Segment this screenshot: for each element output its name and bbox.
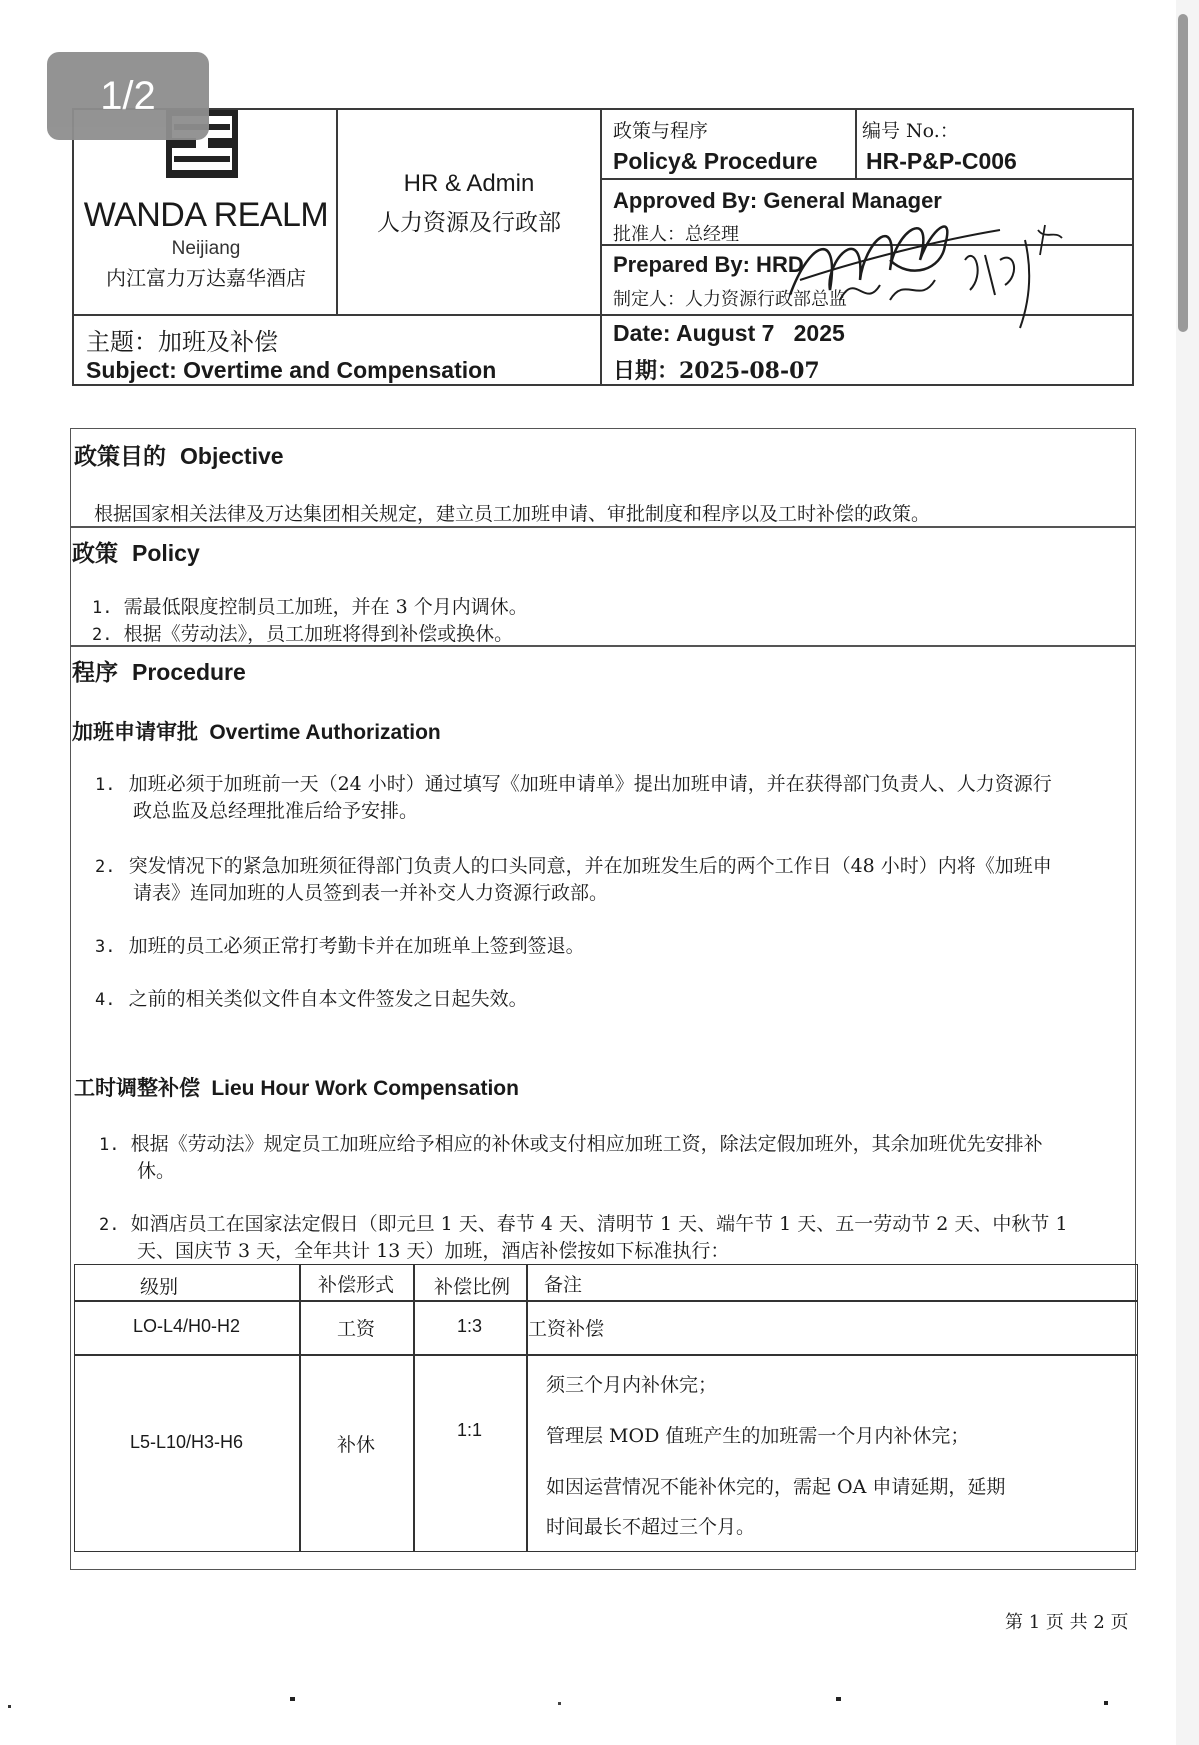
- authorization-item: 1. 加班必须于加班前一天（24 小时）通过填写《加班申请单》提出加班申请，并在获得部门负责人、人力资源行: [95, 773, 1052, 795]
- compensation-item: 1. 根据《劳动法》规定员工加班应给予相应的补休或支付相应加班工资，除法定假加班外，其余加班优先安排补: [99, 1133, 1043, 1155]
- objective-text: 根据国家相关法律及万达集团相关规定，建立员工加班申请、审批制度和程序以及工时补偿的政策。: [94, 503, 931, 525]
- objective-title: 政策目的 Objective: [74, 443, 284, 470]
- approved-by-en: Approved By: General Manager: [613, 188, 942, 213]
- policy-item: 2. 根据《劳动法》，员工加班将得到补偿或换休。: [92, 623, 514, 645]
- policy-title: 政策 Policy: [72, 540, 200, 567]
- scan-speck: [8, 1705, 11, 1708]
- table-divider: [413, 1264, 415, 1552]
- department-en: HR & Admin: [403, 170, 535, 197]
- table-header: 补偿形式: [318, 1274, 395, 1296]
- subject-en: Subject: Overtime and Compensation: [86, 357, 497, 383]
- handwritten-signature: [770, 200, 1070, 340]
- procedure-title: 程序 Procedure: [72, 659, 246, 686]
- header-divider: [855, 108, 857, 178]
- approved-by-cn: 批准人：总经理: [613, 224, 739, 245]
- table-cell-level: LO-L4/H0-H2: [132, 1316, 241, 1336]
- table-cell-form: 补休: [336, 1434, 375, 1456]
- compensation-table: [74, 1264, 1138, 1552]
- table-divider: [74, 1300, 1138, 1302]
- doc-number-label: 编号 No.：: [862, 120, 959, 142]
- table-cell-ratio: 1:3: [456, 1316, 483, 1336]
- doc-number: HR-P&P-C006: [866, 148, 1017, 174]
- table-cell-level: L5-L10/H3-H6: [129, 1432, 244, 1452]
- table-cell-notes: 时间最长不超过三个月。: [546, 1516, 756, 1538]
- table-divider: [299, 1264, 301, 1552]
- authorization-item-cont: 请表》连同加班的人员签到表一并补交人力资源行政部。: [133, 882, 609, 904]
- policy-label-cn: 政策与程序: [613, 120, 709, 142]
- scrollbar-thumb[interactable]: [1178, 14, 1188, 332]
- table-cell-notes: 工资补偿: [528, 1318, 605, 1340]
- compensation-item-cont: 休。: [137, 1160, 176, 1182]
- compensation-item-cont: 天、国庆节 3 天，全年共计 13 天）加班，酒店补偿按如下标准执行：: [137, 1240, 730, 1262]
- page-indicator: 1/2: [47, 52, 209, 140]
- authorization-item: 3. 加班的员工必须正常打考勤卡并在加班单上签到签退。: [95, 935, 585, 957]
- table-cell-form: 工资: [336, 1318, 375, 1340]
- page-footer: 第 1 页 共 2 页: [1005, 1612, 1129, 1633]
- table-divider: [74, 1354, 1138, 1356]
- table-divider: [526, 1264, 528, 1552]
- date-en: Date: August 7 2025: [613, 320, 845, 346]
- policy-label-en: Policy& Procedure: [613, 148, 818, 174]
- compensation-heading: 工时调整补偿 Lieu Hour Work Compensation: [74, 1075, 519, 1100]
- department-cn: 人力资源及行政部: [377, 210, 561, 236]
- compensation-item: 2. 如酒店员工在国家法定假日（即元旦 1 天、春节 4 天、清明节 1 天、端午节 1 天、五一劳动节 2 天、中秋节 1: [99, 1213, 1068, 1235]
- authorization-item-cont: 政总监及总经理批准后给予安排。: [133, 800, 419, 822]
- prepared-by-cn: 制定人：人力资源行政部总监: [613, 289, 847, 310]
- policy-item: 1. 需最低限度控制员工加班，并在 3 个月内调休。: [92, 596, 528, 618]
- scan-speck: [290, 1697, 295, 1701]
- table-cell-notes: 如因运营情况不能补休完的，需起 OA 申请延期，延期: [546, 1476, 1006, 1498]
- authorization-item: 4. 之前的相关类似文件自本文件签发之日起失效。: [95, 988, 528, 1010]
- logo-hotel-name: 内江富力万达嘉华酒店: [106, 266, 306, 290]
- authorization-item: 2. 突发情况下的紧急加班须征得部门负责人的口头同意，并在加班发生后的两个工作日（48 小时）内将《加班申: [95, 855, 1052, 877]
- table-header: 级别: [140, 1276, 179, 1298]
- logo-city: Neijiang: [171, 238, 241, 259]
- table-cell-ratio: 1:1: [456, 1420, 483, 1440]
- header-divider: [600, 178, 1134, 180]
- scan-speck: [558, 1702, 561, 1705]
- date-cn: 日期：2025-08-07: [613, 358, 820, 384]
- header-divider: [600, 108, 602, 386]
- table-cell-notes: 管理层 MOD 值班产生的加班需一个月内补休完；: [546, 1425, 970, 1447]
- subject-cn: 主题：加班及补偿: [86, 328, 278, 356]
- table-header: 补偿比例: [434, 1276, 511, 1298]
- authorization-heading: 加班申请审批 Overtime Authorization: [72, 719, 441, 744]
- table-header: 备注: [544, 1274, 583, 1296]
- table-cell-notes: 须三个月内补休完；: [546, 1374, 718, 1396]
- scan-speck: [1104, 1701, 1108, 1705]
- scan-speck: [836, 1697, 841, 1701]
- prepared-by-en: Prepared By: HRD: [613, 252, 804, 277]
- logo-brand: WANDA REALM: [83, 196, 329, 234]
